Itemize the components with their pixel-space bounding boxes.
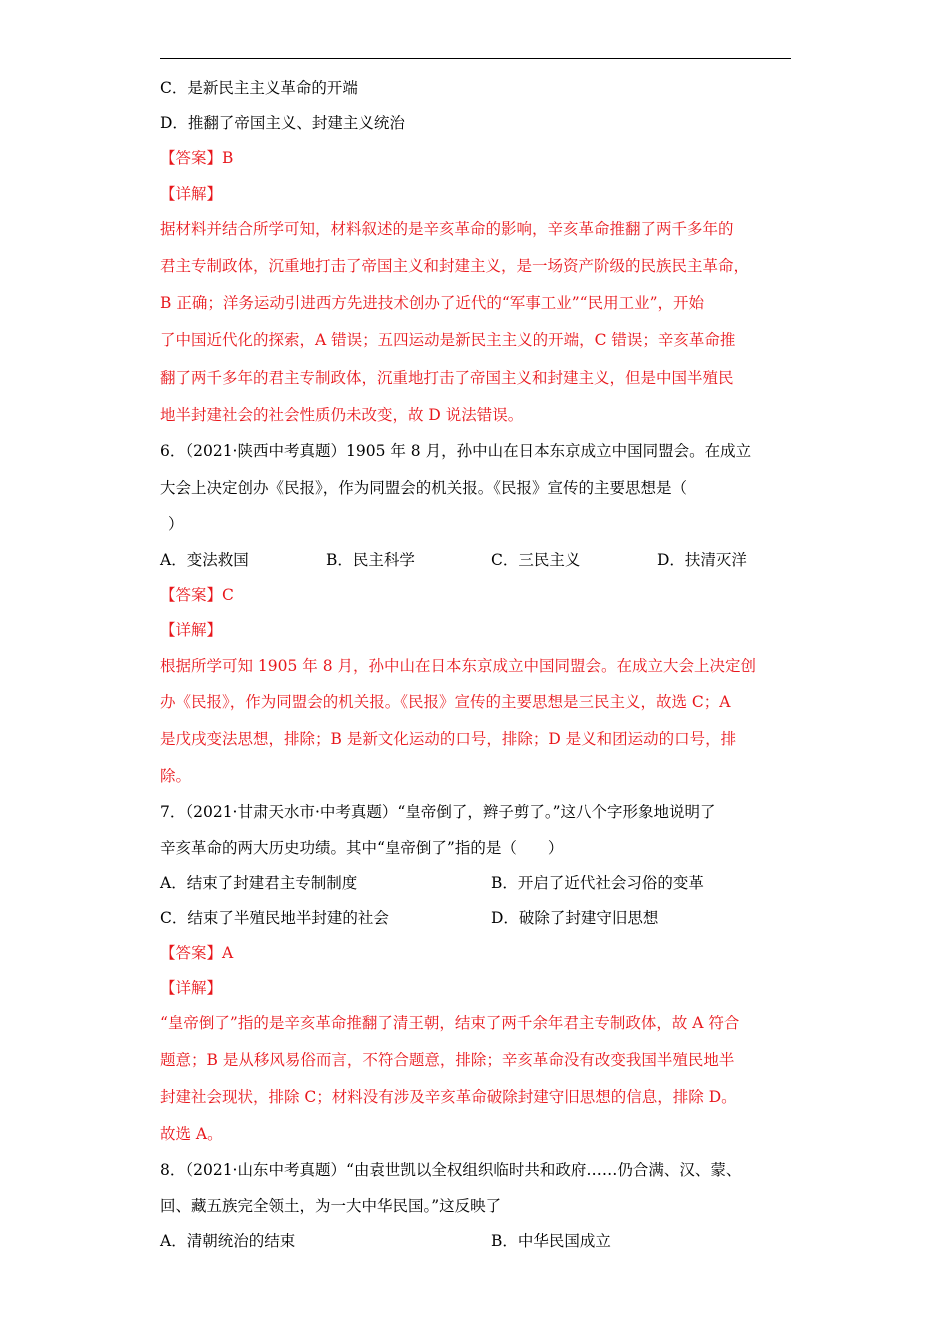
- q5-option-d: D．推翻了帝国主义、封建主义统治: [160, 114, 405, 132]
- q6-explain-line: 除。: [160, 767, 192, 785]
- q7-option-b: B．开启了近代社会习俗的变革: [491, 874, 704, 892]
- q5-explain-line: 翻了两千多年的君主专制政体，沉重地打击了帝国主义和封建主义，但是中国半殖民: [160, 369, 734, 387]
- q6-options: [160, 550, 791, 570]
- q5-explain-line: B 正确；洋务运动引进西方先进技术创办了近代的“军事工业”“民用工业”，开始: [160, 294, 705, 312]
- q8-option-a: A．清朝统治的结束: [160, 1232, 296, 1250]
- answer-value: A: [222, 944, 234, 962]
- answer-tag: 【答案】: [160, 149, 223, 167]
- q6-option-a: A．变法救国: [160, 551, 249, 569]
- q7-stem-line: 辛亥革命的两大历史功绩。其中“皇帝倒了”指的是（ ）: [160, 839, 564, 857]
- q7-options-row2: [160, 908, 791, 928]
- q8-options-row1: [160, 1231, 791, 1251]
- answer-value: B: [222, 149, 234, 167]
- q6-explain-tag: 【详解】: [160, 621, 223, 639]
- q7-option-a: A．结束了封建君主专制制度: [160, 874, 358, 892]
- q8-stem-line: 8．（2021·山东中考真题）“由袁世凯以全权组织临时共和政府……仍合满、汉、蒙、: [160, 1161, 742, 1179]
- q8-option-b: B．中华民国成立: [491, 1232, 611, 1250]
- answer-tag: 【答案】: [160, 586, 223, 604]
- q6-explain-line: 根据所学可知 1905 年 8 月，孙中山在日本东京成立中国同盟会。在成立大会上决定创: [160, 657, 757, 675]
- q5-explain-line: 据材料并结合所学可知，材料叙述的是辛亥革命的影响，辛亥革命推翻了两千多年的: [160, 220, 734, 238]
- q6-explain-line: 是戊戌变法思想，排除；B 是新文化运动的口号，排除；D 是义和团运动的口号，排: [160, 730, 737, 748]
- q7-explain-tag: 【详解】: [160, 979, 223, 997]
- q6-option-c: C．三民主义: [491, 551, 581, 569]
- q7-explain-line: 封建社会现状，排除 C；材料没有涉及辛亥革命破除封建守旧思想的信息，排除 D。: [160, 1088, 737, 1106]
- q7-answer: [160, 943, 233, 963]
- q5-explain-line: 君主专制政体，沉重地打击了帝国主义和封建主义，是一场资产阶级的民族民主革命，: [160, 257, 750, 275]
- q5-option-c: C．是新民主主义革命的开端: [160, 79, 358, 97]
- answer-value: C: [222, 586, 234, 604]
- q6-option-d: D．扶清灭洋: [657, 551, 747, 569]
- q7-explain-line: 题意；B 是从移风易俗而言，不符合题意，排除；辛亥革命没有改变我国半殖民地半: [160, 1051, 735, 1069]
- q7-stem-line: 7．（2021·甘肃天水市·中考真题）“皇帝倒了，辫子剪了。”这八个字形象地说明了: [160, 803, 716, 821]
- q6-stem-line: 大会上决定创办《民报》，作为同盟会的机关报。《民报》宣传的主要思想是（: [160, 479, 688, 497]
- q6-stem-line: 6．（2021·陕西中考真题）1905 年 8 月，孙中山在日本东京成立中国同盟会。在成立: [160, 442, 752, 460]
- q5-explain-tag: 【详解】: [160, 185, 223, 203]
- q7-option-c: C．结束了半殖民地半封建的社会: [160, 909, 389, 927]
- q6-stem-line: ）: [168, 515, 184, 533]
- q7-explain-line: 故选 A。: [160, 1125, 223, 1143]
- q6-option-b: B．民主科学: [326, 551, 415, 569]
- q5-answer: [160, 148, 233, 168]
- q7-options-row1: [160, 873, 791, 893]
- q5-explain-line: 地半封建社会的社会性质仍未改变，故 D 说法错误。: [160, 406, 524, 424]
- q8-stem-line: 回、藏五族完全领土，为一大中华民国。”这反映了: [160, 1197, 502, 1215]
- q7-option-d: D．破除了封建守旧思想: [491, 909, 659, 927]
- answer-tag: 【答案】: [160, 944, 223, 962]
- q6-explain-line: 办《民报》，作为同盟会的机关报。《民报》宣传的主要思想是三民主义，故选 C；A: [160, 693, 731, 711]
- q6-answer: [160, 585, 234, 605]
- header-rule: [160, 58, 791, 59]
- q7-explain-line: “皇帝倒了”指的是辛亥革命推翻了清王朝，结束了两千余年君主专制政体，故 A 符合: [160, 1014, 740, 1032]
- q5-explain-line: 了中国近代化的探索，A 错误；五四运动是新民主主义的开端，C 错误；辛亥革命推: [160, 331, 736, 349]
